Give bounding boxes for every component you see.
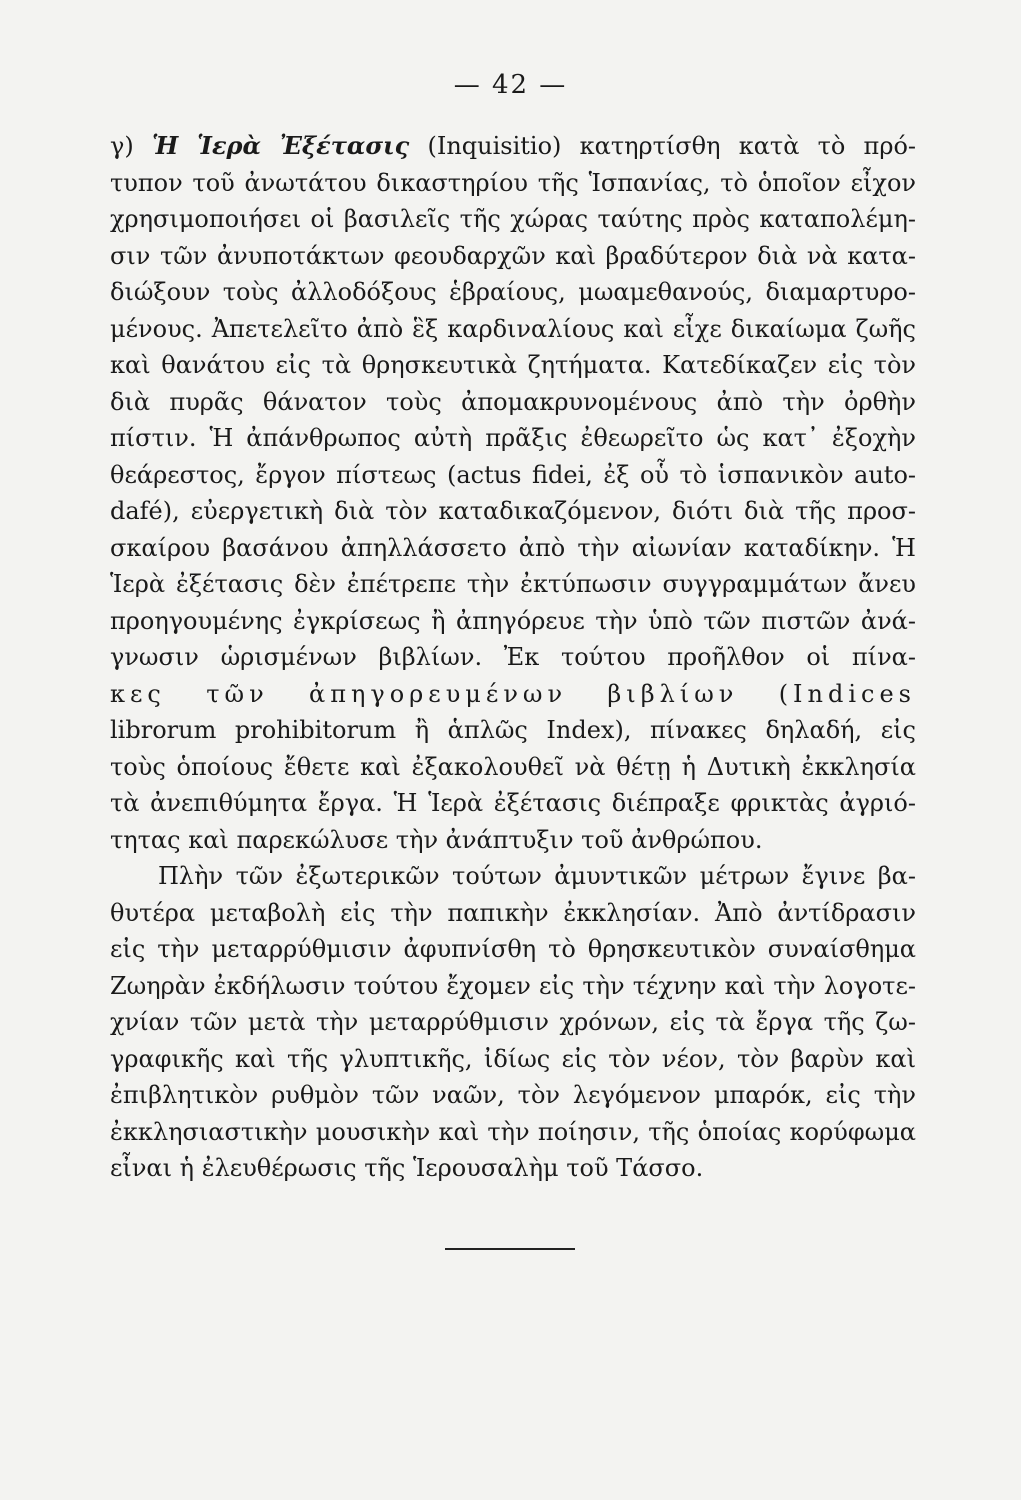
line-text: (Inquisitio) κατηρτίσθη κατὰ τὸ πρό-: [427, 132, 916, 160]
paragraph-line: διώξουν τοὺς ἀλλοδόξους ἑβραίους, μωαμεθανούς, διαμαρτυρο-: [110, 278, 916, 306]
paragraph-line: θεάρεστος, ἔργον πίστεως (actus fidei, ἐξ οὗ τὸ ἱσπανικὸν auto-: [110, 460, 916, 489]
footnote-divider: [445, 1248, 575, 1250]
paragraph-line: τητας καὶ παρεκώλυσε τὴν ἀνάπτυξιν τοῦ ἀνθρώπου.: [110, 825, 763, 854]
paragraph-line: [110, 128, 916, 165]
paragraph-line: εἰς τὴν μεταρρύθμισιν ἀφυπνίσθη τὸ θρησκευτικὸν συναίσθημα: [110, 935, 916, 963]
paragraph-line: Πλὴν τῶν ἐξωτερικῶν τούτων ἀμυντικῶν μέτρων ἔγινε βα-: [158, 862, 916, 890]
paragraph-line: τοὺς ὁποίους ἔθετε καὶ ἐξακολουθεῖ νὰ θέτῃ ἡ Δυτικὴ ἐκκλησία: [110, 752, 916, 781]
paragraph-line: librorum prohibitorum ἢ ἁπλῶς Index), πίνακες δηλαδή, εἰς: [110, 716, 916, 744]
paragraph-line: πίστιν. Ἡ ἀπάνθρωπος αὐτὴ πρᾶξις ἐθεωρεῖτο ὡς κατ᾽ ἐξοχὴν: [110, 424, 916, 452]
paragraph-line: τυπον τοῦ ἀνωτάτου δικαστηρίου τῆς Ἱσπανίας, τὸ ὁποῖον εἶχον: [110, 168, 916, 197]
paragraph-line: Ἱερὰ ἐξέτασις δὲν ἐπέτρεπε τὴν ἐκτύπωσιν συγγραμμάτων ἄνευ: [110, 570, 916, 598]
paragraph-line: σιν τῶν ἀνυποτάκτων φεουδαρχῶν καὶ βραδύτερον διὰ νὰ κατα-: [110, 241, 916, 270]
paragraph-line: ἐκκλησιαστικὴν μουσικὴν καὶ τὴν ποίησιν, τῆς ὁποίας κορύφωμα: [110, 1117, 916, 1146]
paragraph-line: γνωσιν ὡρισμένων βιβλίων. Ἐκ τούτου προῆλθον οἱ πίνα-: [110, 643, 916, 671]
paragraph-line: θυτέρα μεταβολὴ εἰς τὴν παπικὴν ἐκκλησίαν. Ἀπὸ ἀντίδρασιν: [110, 898, 916, 927]
paragraph-line: κες τῶν ἀπηγορευμένων βιβλίων (Indices: [110, 679, 916, 708]
paragraph-line: προηγουμένης ἐγκρίσεως ἢ ἀπηγόρευε τὴν ὑπὸ τῶν πιστῶν ἀνά-: [110, 606, 916, 635]
paragraph-line: dafé), εὐεργετικὴ διὰ τὸν καταδικαζόμενον, διότι διὰ τῆς προσ-: [110, 497, 916, 525]
paragraph-line: μένους. Ἀπετελεῖτο ἀπὸ ἓξ καρδιναλίους καὶ εἶχε δικαίωμα ζωῆς: [110, 314, 916, 343]
paragraph-line: γραφικῆς καὶ τῆς γλυπτικῆς, ἰδίως εἰς τὸν νέον, τὸν βαρὺν καὶ: [110, 1044, 916, 1073]
list-label: γ): [110, 132, 134, 160]
paragraph-line: χρησιμοποιήσει οἱ βασιλεῖς τῆς χώρας ταύτης πρὸς καταπολέμη-: [110, 205, 916, 233]
paragraph-line: χνίαν τῶν μετὰ τὴν μεταρρύθμισιν χρόνων, εἰς τὰ ἔργα τῆς ζω-: [110, 1008, 916, 1036]
paragraph-line: καὶ θανάτου εἰς τὰ θρησκευτικὰ ζητήματα. Κατεδίκαζεν εἰς τὸν: [110, 351, 916, 379]
paragraph-line: σκαίρου βασάνου ἀπηλλάσσετο ἀπὸ τὴν αἰωνίαν καταδίκην. Ἡ: [110, 533, 916, 562]
page-number: — 42 —: [453, 70, 568, 100]
paragraph-line: διὰ πυρᾶς θάνατον τοὺς ἀπομακρυνομένους ἀπὸ τὴν ὀρθὴν: [110, 387, 916, 416]
section-heading: Ἡ Ἱερὰ Ἐξέτασις: [151, 131, 410, 160]
paragraph-line: εἶναι ἡ ἐλευθέρωσις τῆς Ἱερουσαλὴμ τοῦ Τάσσο.: [110, 1154, 704, 1182]
paragraph-line: τὰ ἀνεπιθύμητα ἔργα. Ἡ Ἱερὰ ἐξέτασις διέπραξε φρικτὰς ἀγριό-: [110, 789, 916, 817]
paragraph-line: Ζωηρὰν ἐκδήλωσιν τούτου ἔχομεν εἰς τὴν τέχνην καὶ τὴν λογοτε-: [110, 971, 916, 1000]
body-text: [110, 128, 916, 1187]
paragraph-line: ἐπιβλητικὸν ρυθμὸν τῶν ναῶν, τὸν λεγόμενον μπαρόκ, εἰς τὴν: [110, 1081, 916, 1109]
